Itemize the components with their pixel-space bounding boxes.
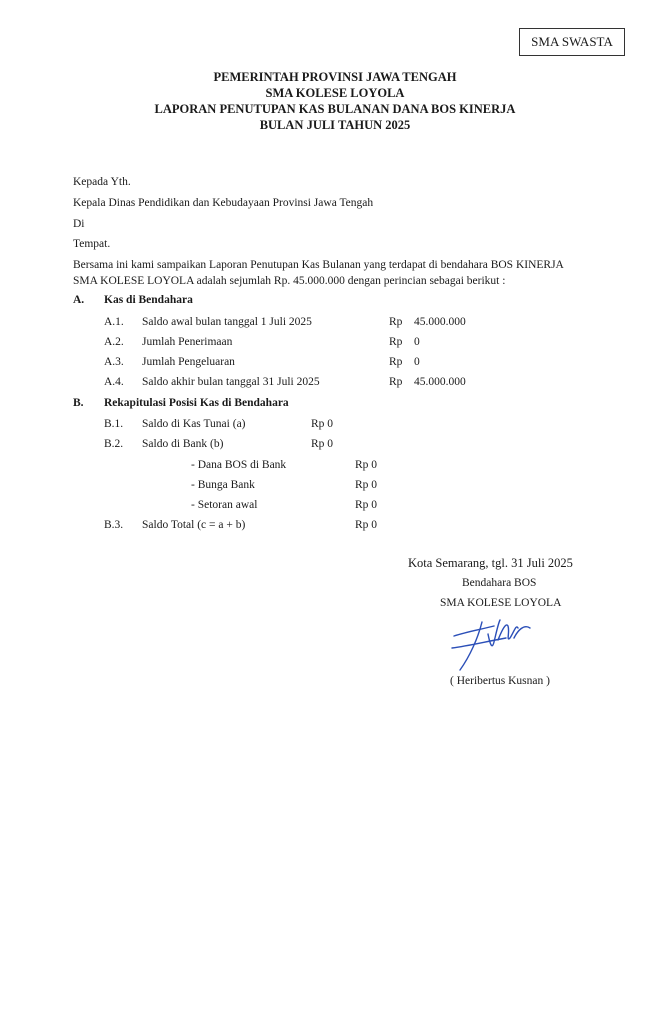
row-b3-code: B.3. — [104, 519, 124, 531]
row-b1-value: Rp 0 — [311, 418, 334, 430]
row-a1-currency: Rp — [389, 316, 403, 328]
row-b1-label: Saldo di Kas Tunai (a) — [142, 418, 246, 430]
section-a-letter: A. — [73, 294, 85, 306]
intro-line-1: Bersama ini kami sampaikan Laporan Penutupan Kas Bulanan yang terdapat di bendahara BOS KINERJA — [73, 259, 564, 271]
header-report-title: LAPORAN PENUTUPAN KAS BULANAN DANA BOS KINERJA — [154, 102, 516, 116]
row-b1-code: B.1. — [104, 418, 124, 430]
row-a4-code: A.4. — [104, 376, 124, 388]
signature-school: SMA KOLESE LOYOLA — [440, 597, 562, 609]
row-a4-amount: 45.000.000 — [414, 376, 466, 388]
row-a3-label: Jumlah Pengeluaran — [142, 356, 235, 368]
sub-setoran-awal-value: Rp 0 — [355, 499, 378, 511]
section-b-letter: B. — [73, 397, 84, 409]
header-period: BULAN JULI TAHUN 2025 — [259, 118, 411, 132]
sub-bunga-bank-label: - Bunga Bank — [191, 479, 255, 491]
sub-setoran-awal-label: - Setoran awal — [191, 499, 258, 511]
row-a2-label: Jumlah Penerimaan — [142, 336, 233, 348]
row-a2-currency: Rp — [389, 336, 403, 348]
row-a3-currency: Rp — [389, 356, 403, 368]
address-recipient: Kepala Dinas Pendidikan dan Kebudayaan Provinsi Jawa Tengah — [73, 197, 374, 209]
header-school: SMA KOLESE LOYOLA — [265, 86, 405, 100]
address-tempat: Tempat. — [73, 238, 111, 250]
handwritten-signature — [448, 612, 536, 674]
row-b2-value: Rp 0 — [311, 438, 334, 450]
row-b2-code: B.2. — [104, 438, 124, 450]
sub-bunga-bank-value: Rp 0 — [355, 479, 378, 491]
row-b3-label: Saldo Total (c = a + b) — [142, 519, 246, 531]
sub-dana-bos-label: - Dana BOS di Bank — [191, 459, 287, 471]
row-b2-label: Saldo di Bank (b) — [142, 438, 224, 450]
row-a1-label: Saldo awal bulan tanggal 1 Juli 2025 — [142, 316, 312, 328]
row-b3-value: Rp 0 — [355, 519, 378, 531]
row-a4-label: Saldo akhir bulan tanggal 31 Juli 2025 — [142, 376, 320, 388]
row-a3-amount: 0 — [414, 356, 420, 368]
row-a2-code: A.2. — [104, 336, 124, 348]
signature-role: Bendahara BOS — [462, 577, 537, 589]
school-type-badge: SMA SWASTA — [519, 28, 625, 56]
signature-place-date: Kota Semarang, tgl. 31 Juli 2025 — [408, 556, 573, 570]
row-a4-currency: Rp — [389, 376, 403, 388]
sub-dana-bos-value: Rp 0 — [355, 459, 378, 471]
row-a1-amount: 45.000.000 — [414, 316, 466, 328]
row-a1-code: A.1. — [104, 316, 124, 328]
address-di: Di — [73, 218, 85, 230]
signature-name: ( Heribertus Kusnan ) — [450, 675, 550, 687]
row-a3-code: A.3. — [104, 356, 124, 368]
row-a2-amount: 0 — [414, 336, 420, 348]
section-a-title: Kas di Bendahara — [104, 294, 193, 306]
intro-line-2: SMA KOLESE LOYOLA adalah sejumlah Rp. 45.000.000 dengan perincian sebagai berikut : — [73, 275, 506, 287]
address-kepada: Kepada Yth. — [73, 176, 131, 188]
section-b-title: Rekapitulasi Posisi Kas di Bendahara — [104, 397, 289, 409]
header-government: PEMERINTAH PROVINSI JAWA TENGAH — [213, 70, 457, 84]
